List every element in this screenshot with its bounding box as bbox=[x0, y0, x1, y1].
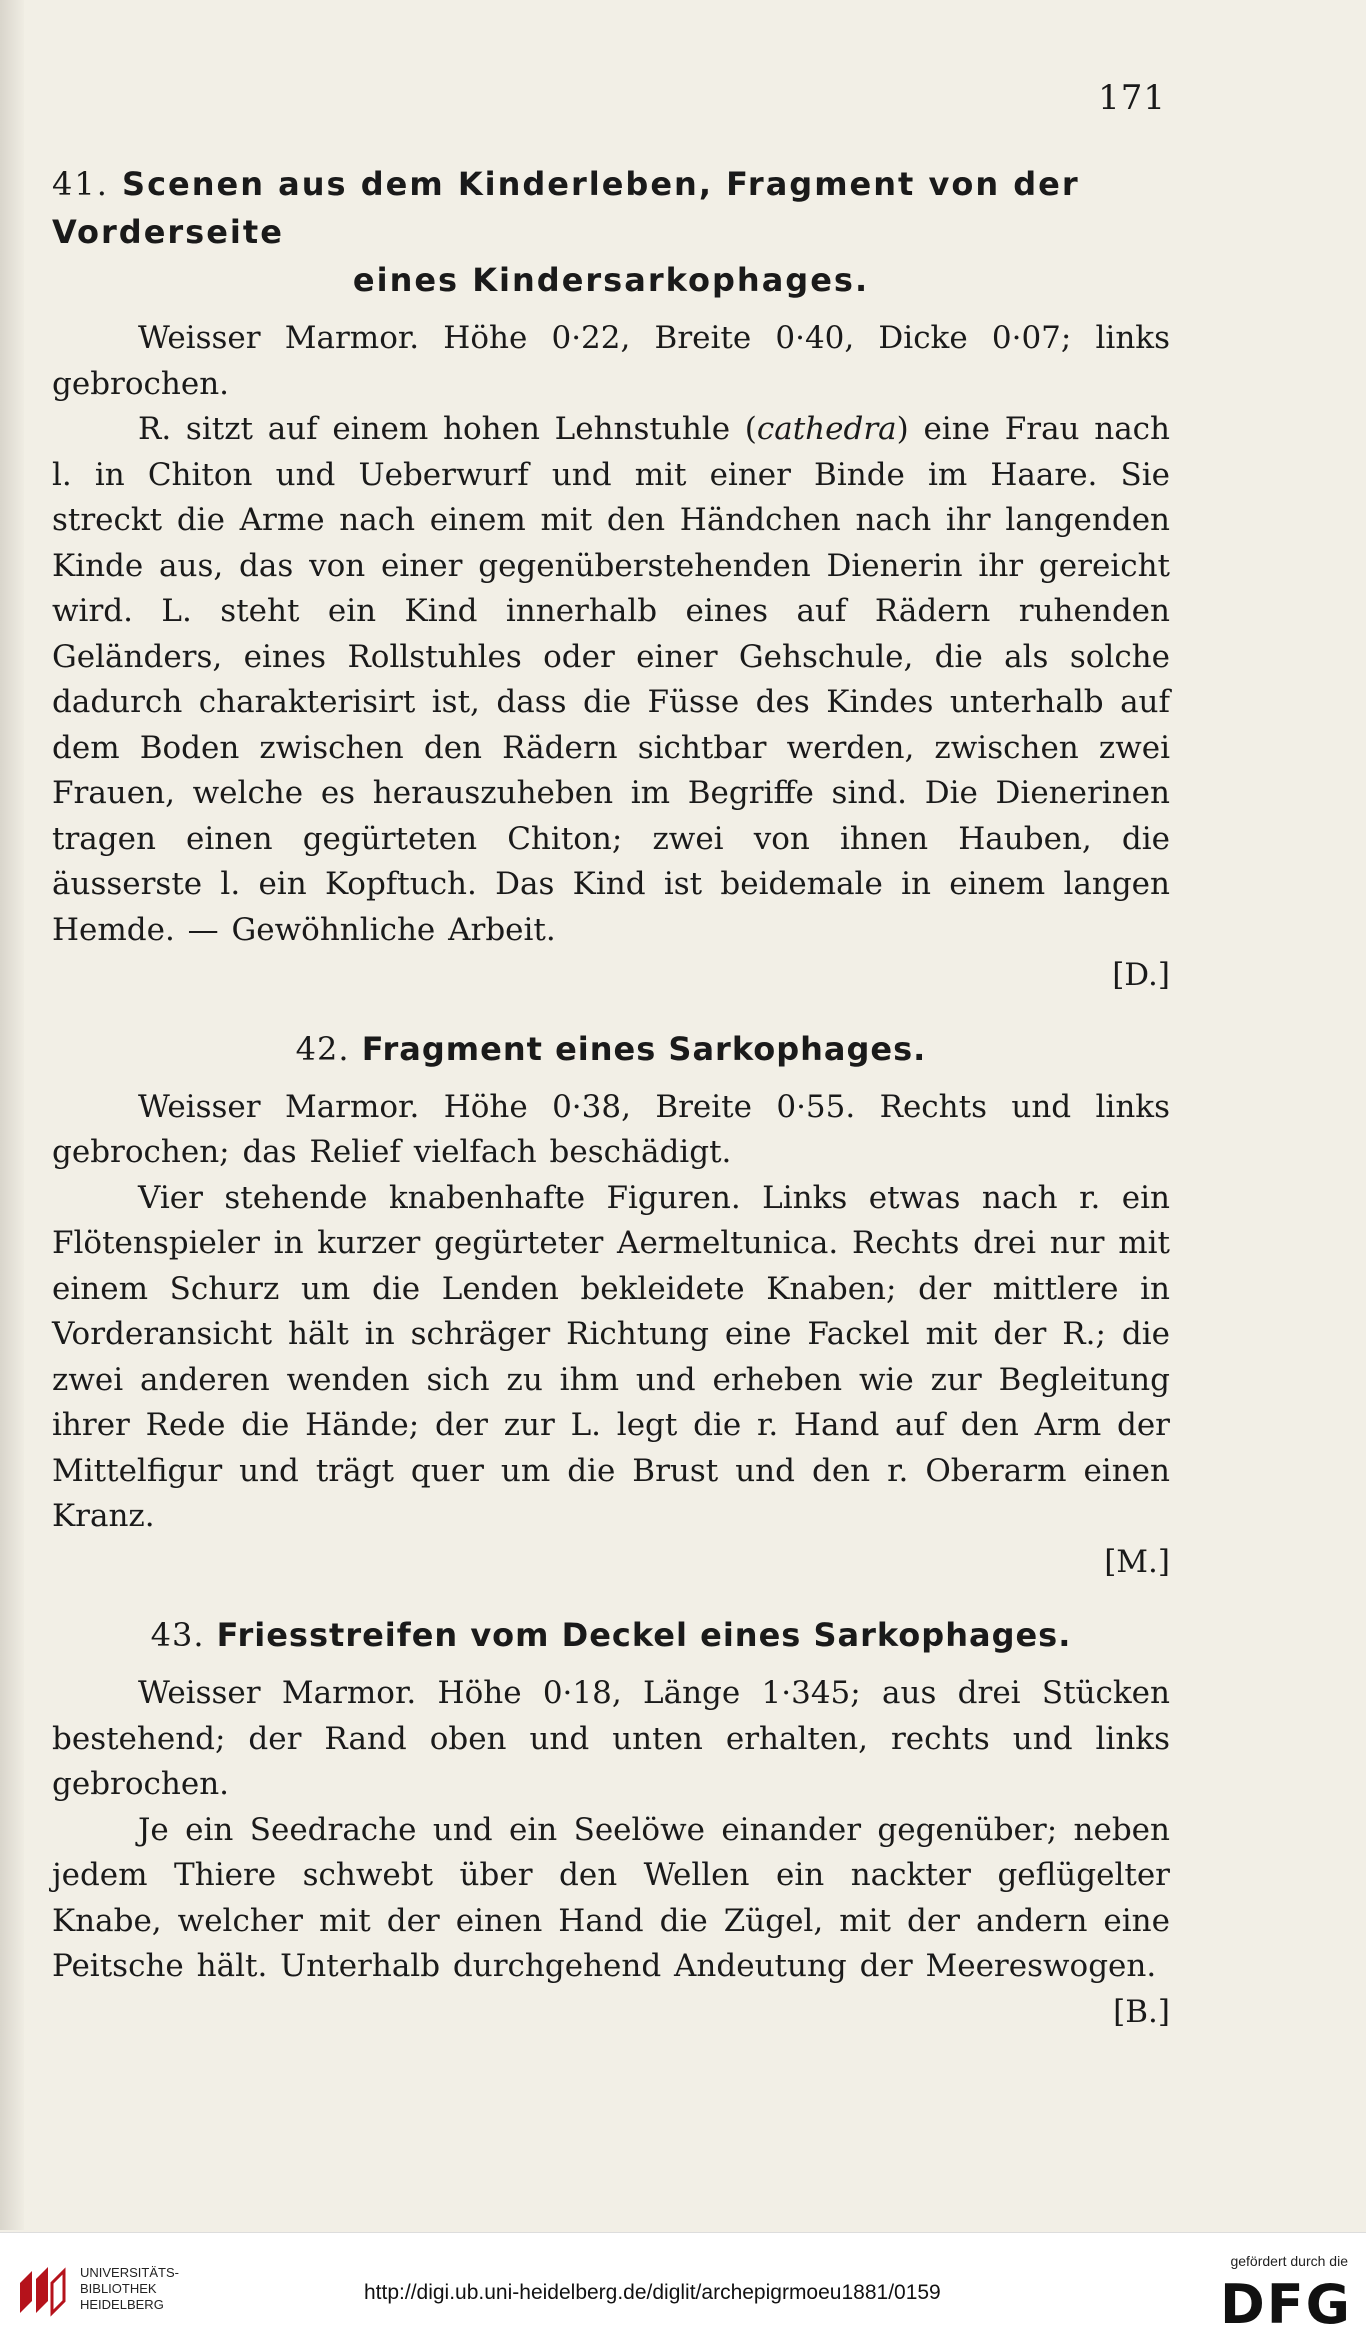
source-url-link[interactable]: http://digi.ub.uni-heidelberg.de/diglit/archepigrmoeu1881/0159 bbox=[364, 2281, 941, 2304]
italic-term: cathedra bbox=[756, 411, 897, 447]
library-name-line: UNIVERSITÄTS- bbox=[80, 2265, 179, 2280]
page-content bbox=[52, 160, 1170, 2035]
body-text: ) eine Frau nach l. in Chiton und Ueberwurf und mit einer Binde im Haare. Sie streckt die Arme nach einem mit den Händchen nach ihr langenden Kinde aus, das von einer gegenüberstehenden Dienerin ihr gereicht wird. L. steht ein Kind innerhalb eines auf Rädern ruhenden Geländers, eines Rollstuhles oder einer Gehschule, die als solche dadurch charakterisirt ist, dass die Füsse des Kindes unterhalb auf dem Boden zwischen den Rädern sichtbar werden, zwischen zwei Frauen, welche es herauszuheben im Begriffe sind. Die Dienerinen tragen einen gegürteten Chiton; zwei von ihnen Hauben, die äusserste l. ein Kopftuch. Das Kind ist beidemale in einem langen Hemde. — Gewöhnliche Arbeit. bbox=[52, 411, 1171, 948]
university-library-logo-icon bbox=[14, 2261, 70, 2321]
section-42-description: Weisser Marmor. Höhe 0·38, Breite 0·55. Rechts und links gebrochen; das Relief vielfach beschädigt. bbox=[52, 1088, 1170, 1170]
author-tag: [D.] bbox=[1112, 957, 1170, 993]
footer-bar bbox=[0, 2232, 1366, 2342]
section-41-description: Weisser Marmor. Höhe 0·22, Breite 0·40, Dicke 0·07; links gebrochen. bbox=[52, 320, 1170, 402]
body-text: Vier stehende knabenhafte Figuren. Links etwas nach r. ein Flötenspieler in kurzer gegürteter Aermeltunica. Rechts drei nur mit einem Schurz um die Lenden bekleidete Knaben; der mittlere in Vorderansicht hält in schräger Richtung eine Fackel mit der R.; die zwei anderen wenden sich zu ihm und erheben wie zur Begleitung ihrer Rede die Hände; der zur L. legt die r. Hand auf den Arm der Mittelfigur und trägt quer um die Brust und den r. Oberarm einen Kranz. bbox=[52, 1179, 1170, 1534]
body-text: Je ein Seedrache und ein Seelöwe einander gegenüber; neben jedem Thiere schwebt über den Wellen ein nackter geflügelter Knabe, welcher mit der einen Hand die Zügel, mit der andern eine Peitsche hält. Unterhalb durchgehend Andeutung der Meereswogen. bbox=[52, 1811, 1170, 1984]
section-42-heading bbox=[52, 1025, 1170, 1073]
section-title: Fragment eines Sarkophages. bbox=[361, 1029, 927, 1068]
section-number: 42. bbox=[295, 1029, 350, 1068]
author-tag: [M.] bbox=[1104, 1543, 1170, 1580]
body-text: R. sitzt auf einem hohen Lehnstuhle ( bbox=[138, 411, 757, 447]
library-name-line: HEIDELBERG bbox=[80, 2297, 164, 2312]
author-tag: [B.] bbox=[1113, 1993, 1170, 2030]
section-43-heading bbox=[52, 1611, 1170, 1659]
section-41-body bbox=[52, 407, 1170, 999]
section-43-description: Weisser Marmor. Höhe 0·18, Länge 1·345; aus drei Stücken bestehend; der Rand oben und unten erhalten, rechts und links gebrochen. bbox=[52, 1675, 1170, 1802]
section-number: 41. bbox=[52, 165, 109, 203]
page-number: 171 bbox=[1098, 78, 1166, 118]
dfg-logo: DFG bbox=[1219, 2273, 1352, 2336]
library-name bbox=[80, 2265, 179, 2313]
section-title: Scenen aus dem Kinderleben, Fragment von der Vorderseite bbox=[52, 165, 1080, 251]
section-43-body bbox=[52, 1808, 1170, 2036]
section-title-continued: eines Kindersarkophages. bbox=[352, 261, 870, 299]
section-number: 43. bbox=[150, 1616, 205, 1654]
section-41-heading bbox=[52, 160, 1170, 304]
funding-caption: gefördert durch die bbox=[1230, 2253, 1348, 2269]
page-edge-shadow bbox=[0, 0, 24, 2230]
section-title: Friesstreifen vom Deckel eines Sarkophages. bbox=[216, 1616, 1072, 1654]
section-42-body bbox=[52, 1176, 1170, 1586]
library-name-line: BIBLIOTHEK bbox=[80, 2281, 157, 2296]
